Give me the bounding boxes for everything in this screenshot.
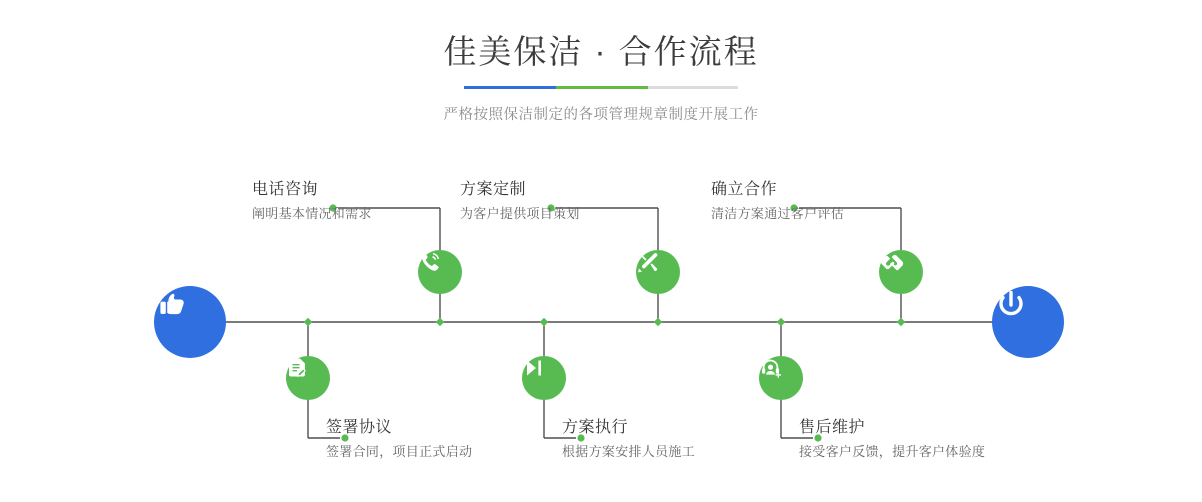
step-icon-1: [418, 250, 462, 294]
step-label-3: [460, 180, 580, 224]
step-icon-3: [636, 250, 680, 294]
step-label-2: [326, 418, 472, 462]
divider-segment-blue: [464, 86, 556, 89]
step-title-3: 方案定制: [460, 181, 527, 198]
step-desc-3: 为客户提供项目策划: [460, 206, 580, 221]
step-icon-4: [522, 356, 566, 400]
flow-start-endpoint: [154, 286, 226, 358]
step-label-1: [252, 180, 372, 224]
step-desc-5: 清洁方案通过客户评估: [711, 206, 845, 221]
divider-segment-green: [556, 86, 648, 89]
step-title-5: 确立合作: [711, 181, 778, 198]
step-label-6: [799, 418, 985, 462]
step-desc-2: 签署合同，项目正式启动: [326, 444, 473, 459]
process-flow-diagram: [0, 150, 1202, 502]
step-desc-4: 根据方案安排人员施工: [562, 444, 696, 459]
page-header: [0, 30, 1202, 124]
step-icon-5: [879, 250, 923, 294]
flow-end-endpoint: [992, 286, 1064, 358]
page-title: 佳美保洁 · 合作流程: [443, 33, 759, 70]
step-label-5: [711, 180, 844, 224]
step-icon-2: [286, 356, 330, 400]
step-title-4: 方案执行: [562, 419, 629, 436]
step-desc-1: 阐明基本情况和需求: [252, 206, 372, 221]
step-icon-6: [759, 356, 803, 400]
page-subtitle: 严格按照保洁制定的各项管理规章制度开展工作: [443, 107, 759, 123]
step-label-4: [562, 418, 695, 462]
step-title-6: 售后维护: [799, 419, 866, 436]
step-title-1: 电话咨询: [252, 181, 319, 198]
step-title-2: 签署协议: [326, 419, 393, 436]
step-desc-6: 接受客户反馈，提升客户体验度: [799, 444, 986, 459]
title-divider: [464, 86, 738, 89]
